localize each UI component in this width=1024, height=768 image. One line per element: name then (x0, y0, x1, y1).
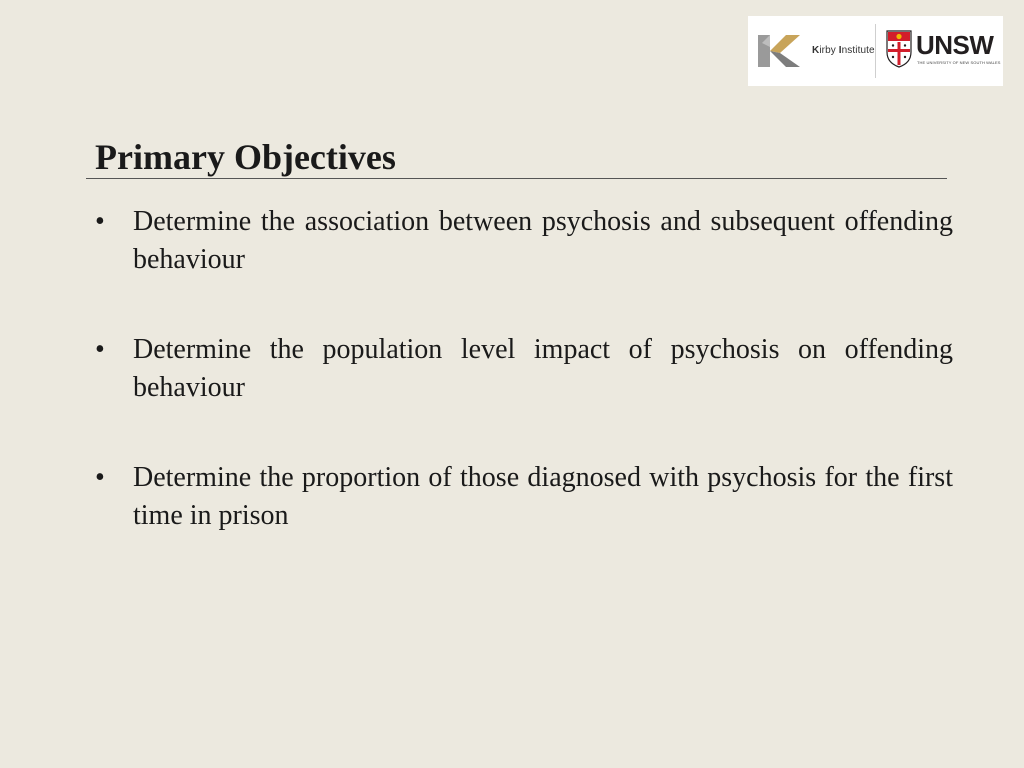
unsw-wordmark: UNSW (916, 30, 994, 60)
objective-text: Determine the association between psychosis and subsequent offending behaviour (133, 206, 953, 275)
title-underline (86, 178, 947, 179)
logo-banner (748, 16, 1003, 86)
kirby-institute-logo-icon (756, 31, 808, 71)
objective-text: Determine the population level impact of psychosis on offending behaviour (133, 334, 953, 403)
unsw-crest-icon (886, 30, 912, 68)
objective-item (95, 203, 953, 279)
unsw-tagline: THE UNIVERSITY OF NEW SOUTH WALES (917, 60, 1001, 65)
objective-item (95, 331, 953, 407)
logo-divider (875, 24, 876, 78)
objectives-list (95, 203, 953, 587)
objective-text: Determine the proportion of those diagnosed with psychosis for the first time in prison (133, 462, 953, 531)
objective-item (95, 459, 953, 535)
bullet-icon: • (95, 206, 105, 237)
slide-title: Primary Objectives (95, 137, 396, 177)
kirby-institute-wordmark: Kirby Institute (812, 45, 875, 56)
bullet-icon: • (95, 334, 105, 365)
bullet-icon: • (95, 462, 105, 493)
